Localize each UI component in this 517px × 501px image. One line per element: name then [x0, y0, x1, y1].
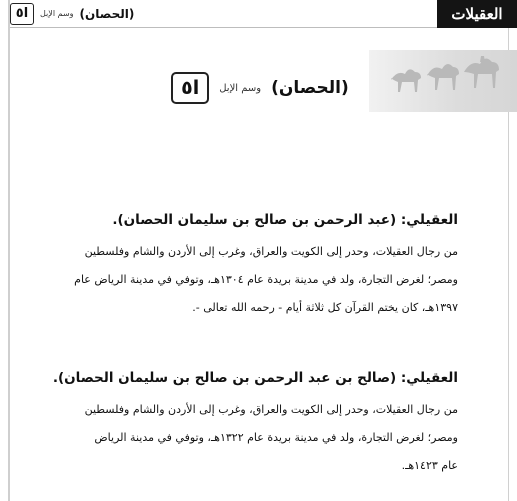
section-brand-mark: ا٥ [171, 72, 209, 104]
entry-text-line: ومصر؛ لغرض التجارة، ولد في مدينة بريدة عام ١٣٠٤هـ، وتوفي في مدينة الرياض عام [74, 273, 458, 286]
entry-text-line: من رجال العقيلات، وحدر إلى الكويت والعراق، وغرب إلى الأردن والشام وفلسطين [84, 403, 458, 416]
entry-text-line: ومصر؛ لغرض التجارة، ولد في مدينة بريدة عام ١٣٢٢هـ، وتوفي في مدينة الرياض [94, 431, 458, 444]
biography-entry [20, 370, 458, 480]
entry-text-line: ١٣٩٧هـ، كان يختم القرآن كل ثلاثة أيام - رحمه الله تعالى -. [192, 301, 458, 314]
camel-caravan-illustration [369, 50, 517, 112]
biography-entry [20, 212, 458, 322]
entry-text-line: من رجال العقيلات، وحدر إلى الكويت والعراق، وغرب إلى الأردن والشام وفلسطين [84, 245, 458, 258]
header-family-name: (الحصان) [79, 6, 135, 21]
running-header [10, 0, 517, 28]
section-family-name: (الحصان) [271, 78, 349, 98]
book-brand-logo: العقيلات [437, 0, 517, 28]
header-wasm-label: وسم الإبل [40, 9, 74, 18]
camel-silhouettes-icon [369, 50, 517, 112]
section-title [160, 70, 360, 106]
header-brand-mark: ا٥ [10, 3, 34, 25]
header-title-group [10, 0, 437, 28]
entry-heading: العقيلي: (عبد الرحمن بن صالح بن سليمان الحصان). [112, 212, 458, 228]
section-wasm-label: وسم الإبل [219, 82, 262, 94]
entry-heading: العقيلي: (صالح بن عبد الرحمن بن صالح بن سليمان الحصان). [52, 370, 458, 386]
entry-text-line: عام ١٤٢٣هـ. [401, 459, 458, 472]
